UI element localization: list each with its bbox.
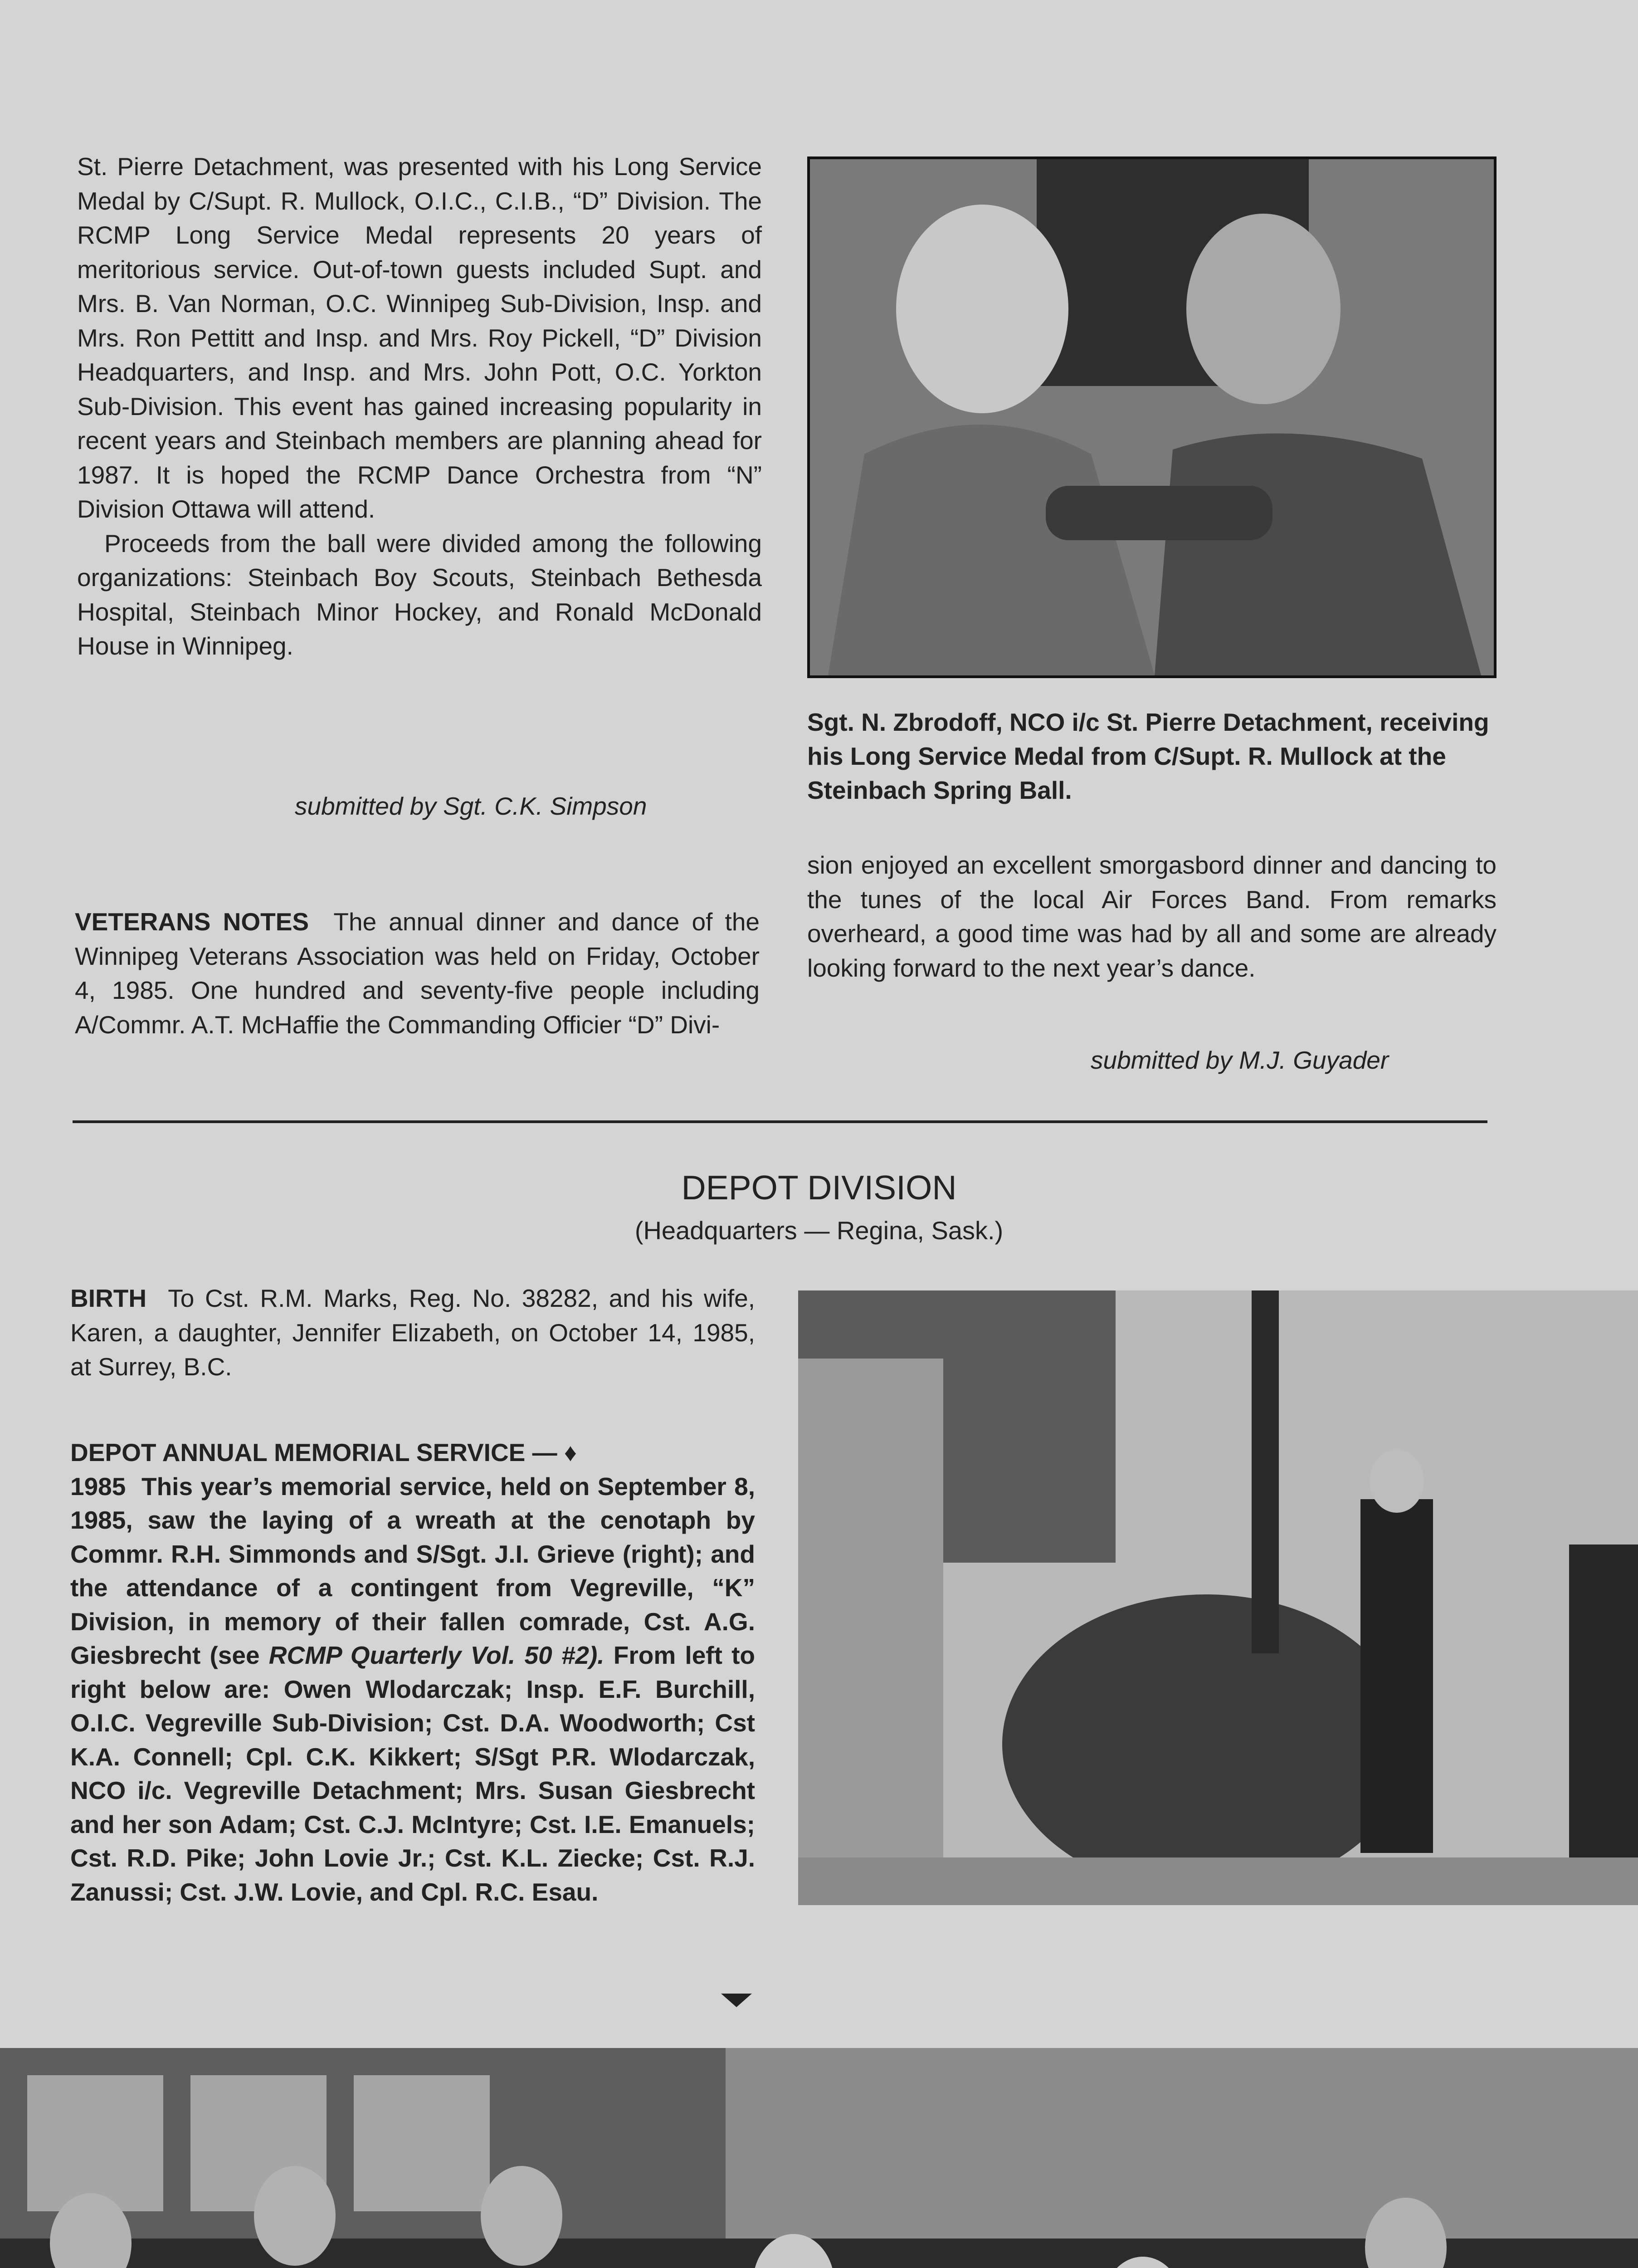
- veterans-notes: [75, 905, 760, 1042]
- medal-presentation-figures: [810, 159, 1494, 675]
- top-left-column: [77, 150, 762, 664]
- cenotaph-scene: [798, 1290, 1638, 1905]
- memorial-heading: DEPOT ANNUAL MEMORIAL SERVICE —: [70, 1438, 557, 1466]
- depot-division-subtitle: (Headquarters — Regina, Sask.): [634, 1216, 1004, 1245]
- memorial-text: This year’s memorial service, held on September 8, 1985, saw the laying of a wreath at the cenotaph by Commr. R.H. Simmonds and S/Sgt. J.I. Grieve (right); and the attendance of a contingent from Vegreville, “K” Division, in memory of their fallen comrade, Cst. A.G. Giesbrecht (see: [70, 1472, 756, 1669]
- memorial-service-article: [70, 1436, 755, 1909]
- depot-division-title: DEPOT DIVISION: [681, 1168, 957, 1207]
- cenotaph-wreath-photo: [798, 1290, 1638, 1905]
- medal-article-paragraph: St. Pierre Detachment, was presented with his Long Service Medal by C/Supt. R. Mullock, O.I.C., C.I.B., “D” Division. The RCMP Long Service Medal represents 20 years of meritorious service. Out-of-town guests included Supt. and Mrs. B. Van Norman, O.C. Winnipeg Sub-Division, Insp. and Mrs. Ron Pettitt and Insp. and Mrs. Roy Pickell, “D” Division Headquarters, and Insp. and Mrs. John Pott, O.C. Yorkton Sub-Division. This event has gained increasing popularity in recent years and Steinbach members are planning ahead for 1987. It is hoped the RCMP Dance Orchestra from “N” Division Ottawa will attend.: [77, 152, 762, 523]
- veterans-heading: VETERANS NOTES: [75, 908, 309, 936]
- vegreville-contingent-group-photo: [0, 2048, 1638, 2268]
- dinner-continuation: sion enjoyed an excellent smorgasbord dinner and dancing to the tunes of the local Air Forces Band. From remarks overheard, a good time was had by all and some are already looking forward to the next year’s dance.: [807, 851, 1497, 982]
- proceeds-paragraph: Proceeds from the ball were divided among the following organizations: Steinbach Boy Scouts, Steinbach Bethesda Hospital, Steinbach Minor Hockey, and Ronald McDonald House in Winnipeg.: [77, 529, 762, 660]
- guyader-signature: submitted by M.J. Guyader: [1091, 1046, 1389, 1074]
- memorial-year: 1985: [70, 1472, 126, 1501]
- continue-arrow-icon: [721, 1994, 752, 2007]
- birth-heading: BIRTH: [70, 1284, 147, 1312]
- memorial-names: From left to right below are: Owen Wlodarczak; Insp. E.F. Burchill, O.I.C. Vegreville Sub-Division; Cst. D.A. Woodworth; Cst K.A. Connell; Cpl. C.K. Kikkert; S/Sgt P.R. Wlodarczak, NCO i/c. Vegreville Detachment; Mrs. Susan Giesbrecht and her son Adam; Cst. C.J. McIntyre; Cst. I.E. Emanuels; Cst. R.D. Pike; John Lovie Jr.; Cst. K.L. Ziecke; Cst. R.J. Zanussi; Cst. J.W. Lovie, and Cpl. R.C. Esau.: [70, 1641, 755, 1906]
- memorial-reference: RCMP Quarterly Vol. 50 #2).: [268, 1641, 604, 1669]
- simpson-signature: submitted by Sgt. C.K. Simpson: [295, 792, 647, 820]
- group-scene: [0, 2048, 1638, 2268]
- birth-notice: [70, 1281, 755, 1384]
- veterans-text: The annual dinner and dance of the Winnipeg Veterans Association was held on Friday, October 4, 1985. One hundred and seventy-five people including A/Commr. A.T. McHaffie the Commanding Officier “D” Divi-: [75, 908, 760, 1039]
- birth-text: To Cst. R.M. Marks, Reg. No. 38282, and his wife, Karen, a daughter, Jennifer Elizabeth, on October 14, 1985, at Surrey, B.C.: [70, 1284, 755, 1381]
- section-divider: [73, 1120, 1487, 1123]
- memorial-arrow-icon: ♦: [564, 1438, 577, 1466]
- medal-presentation-photo: [807, 156, 1497, 678]
- medal-photo-caption: Sgt. N. Zbrodoff, NCO i/c St. Pierre Detachment, receiving his Long Service Medal from C/Supt. R. Mullock at the Steinbach Spring Ball.: [807, 708, 1489, 804]
